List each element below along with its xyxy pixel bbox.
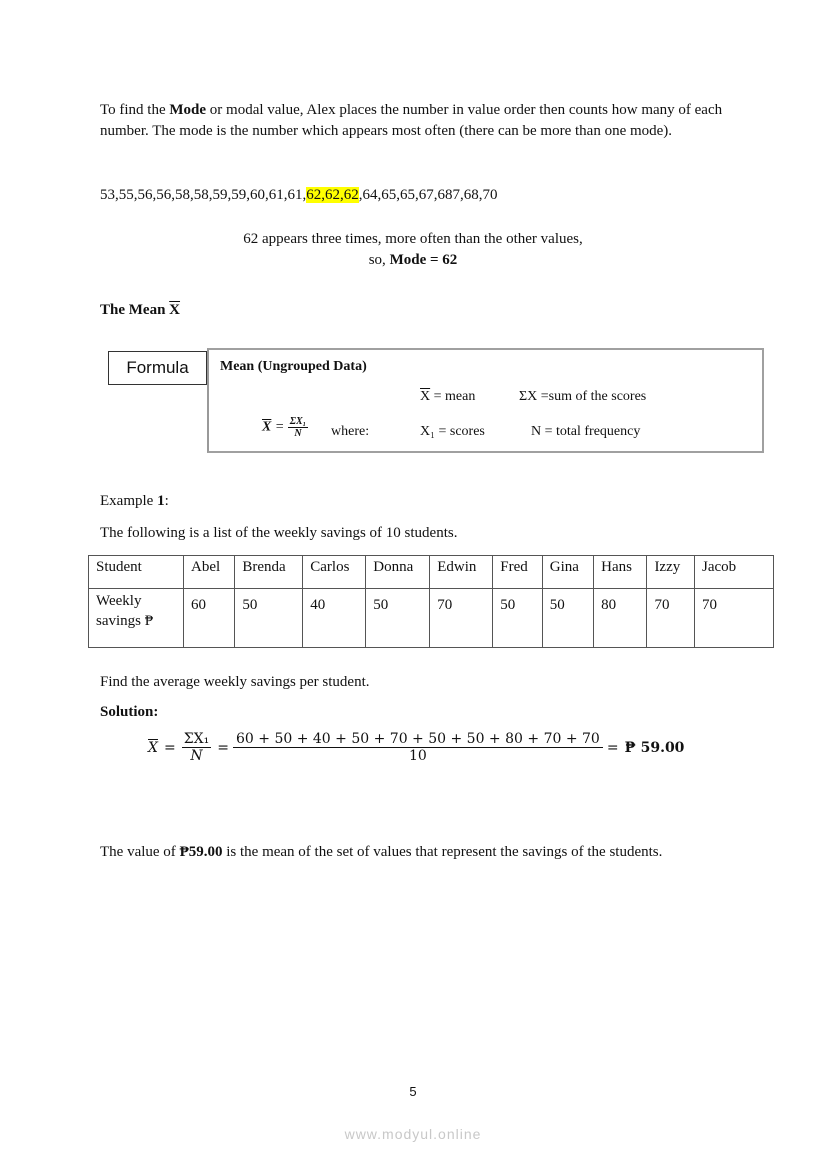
table-cell: Abel xyxy=(184,556,235,589)
highlighted-mode: 62,62,62 xyxy=(306,187,359,203)
mode-paragraph: To find the Mode or modal value, Alex places the number in value order then counts how many of each number. The mode is the number which appears most often (there can be more than one mode). xyxy=(100,102,723,139)
formula-label: Formula xyxy=(108,351,207,385)
table-cell: Brenda xyxy=(235,556,303,589)
example-intro: The following is a list of the weekly savings of 10 students. xyxy=(100,525,458,541)
table-cell: Weekly savings ₱ xyxy=(89,589,184,648)
formula-expr: $\overline{X}$ = $\frac{\text{ΣX₁}}{N}$ xyxy=(262,416,307,439)
table-cell: 50 xyxy=(235,589,303,648)
def-frequency: N = total frequency xyxy=(531,424,641,439)
example-heading: Example 1: xyxy=(100,493,169,509)
table-cell: Edwin xyxy=(430,556,493,589)
table-cell: 50 xyxy=(366,589,430,648)
question-text: Find the average weekly savings per student. xyxy=(100,674,370,690)
formula-box xyxy=(207,348,764,453)
table-cell: Jacob xyxy=(695,556,774,589)
table-row xyxy=(89,589,774,648)
solution-label: Solution: xyxy=(100,704,159,720)
table-cell: Izzy xyxy=(647,556,695,589)
def-mean: $\overline{X}$ = mean xyxy=(420,389,476,404)
table-header-row xyxy=(89,556,774,589)
mode-result: 62 appears three times, more often than the other values, so, Mode = 62 xyxy=(243,231,583,268)
table-cell: 50 xyxy=(542,589,593,648)
table-cell: Carlos xyxy=(303,556,366,589)
sorted-sequence: 53,55,56,56,58,58,59,59,60,61,61,62,62,62,64,65,65,67,687,68,70 xyxy=(100,187,498,203)
def-sum: ΣX =sum of the scores xyxy=(519,389,647,404)
def-scores: X₁ = scores xyxy=(420,424,485,439)
table-cell: 60 xyxy=(184,589,235,648)
table-cell: Fred xyxy=(493,556,542,589)
table-cell: Gina xyxy=(542,556,593,589)
table-cell: 40 xyxy=(303,589,366,648)
table-cell: 80 xyxy=(594,589,647,648)
table-cell: 50 xyxy=(493,589,542,648)
formula-title: Mean (Ungrouped Data) xyxy=(220,359,367,374)
watermark: www.modyul.online xyxy=(344,1126,482,1142)
table-cell: 70 xyxy=(695,589,774,648)
table-cell: 70 xyxy=(647,589,695,648)
table-cell: Student xyxy=(89,556,184,589)
table-cell: 70 xyxy=(430,589,493,648)
mean-heading: The Mean $\overline{X}$ xyxy=(100,302,181,318)
table-cell: Hans xyxy=(594,556,647,589)
solution-equation: $\overline{X}$ = $\frac{\text{ΣX₁}}{N}$ = $\frac{60 + 50 + 40 + 50 + 70 + 50 + 50 + 80 + 70 + 70}{10}$ = ₱ 59.00 xyxy=(148,731,685,764)
conclusion-text: The value of ₱59.00 is the mean of the set of values that represent the savings of the students. xyxy=(100,844,663,860)
savings-table xyxy=(88,555,774,648)
table-cell: Donna xyxy=(366,556,430,589)
page-number: 5 xyxy=(409,1084,417,1099)
where-label: where: xyxy=(331,424,370,439)
